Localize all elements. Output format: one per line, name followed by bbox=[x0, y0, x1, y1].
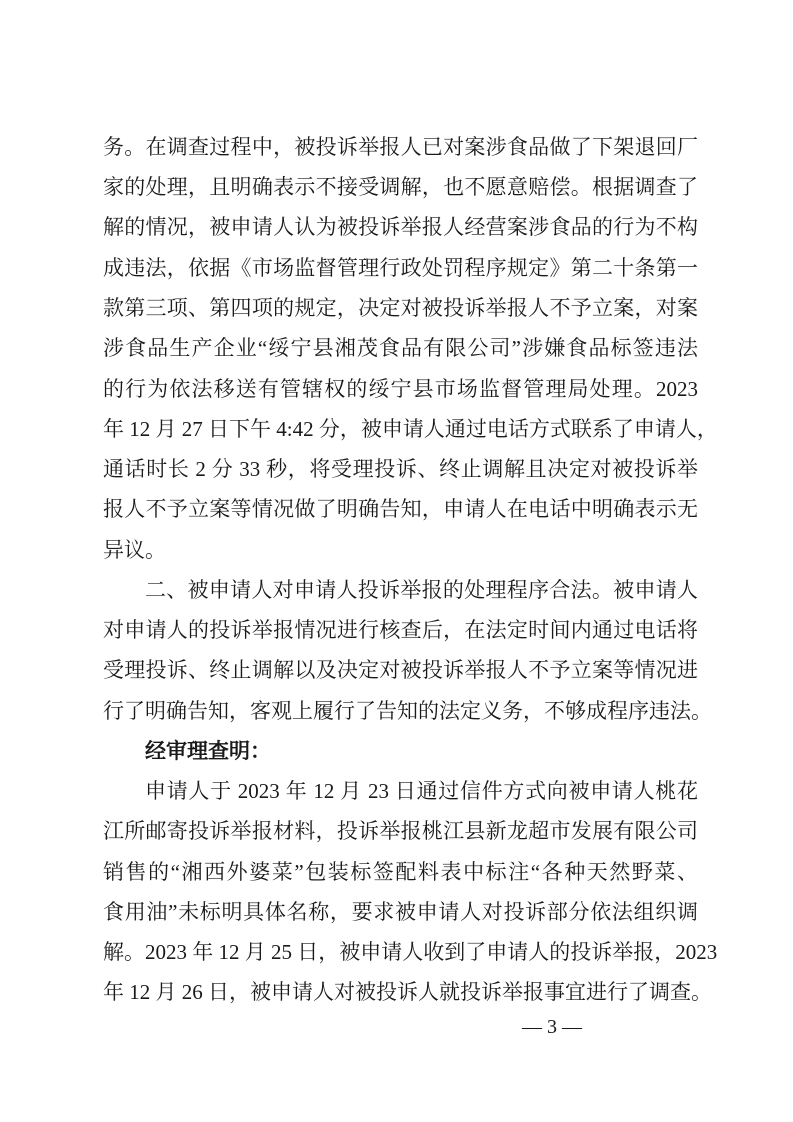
section-two-heading-line: 二、被申请人对申请人投诉举报的处理程序合法。被申请人 bbox=[145, 578, 698, 602]
body-text-line: 年 12 月 26 日，被申请人对被投诉人就投诉举报事宜进行了调查。 bbox=[103, 980, 712, 1004]
findings-heading: 经审理查明： bbox=[145, 739, 271, 763]
body-text-line: 解。2023 年 12 月 25 日，被申请人收到了申请人的投诉举报，2023 bbox=[103, 940, 718, 964]
body-text-line: 食用油”未标明具体名称，要求被申请人对投诉部分依法组织调 bbox=[103, 900, 698, 924]
body-text-line: 的行为依法移送有管辖权的绥宁县市场监督管理局处理。2023 bbox=[103, 377, 698, 401]
body-text-line: 报人不予立案等情况做了明确告知，申请人在电话中明确表示无 bbox=[103, 497, 698, 521]
body-text-line: 家的处理，且明确表示不接受调解，也不愿意赔偿。根据调查了 bbox=[103, 175, 698, 199]
body-text-line: 异议。 bbox=[103, 538, 166, 562]
body-text-line: 款第三项、第四项的规定，决定对被投诉举报人不予立案，对案 bbox=[103, 296, 698, 320]
body-text-line: 成违法，依据《市场监督管理行政处罚程序规定》第二十条第一 bbox=[103, 256, 698, 280]
body-text-line: 对申请人的投诉举报情况进行核查后，在法定时间内通过电话将 bbox=[103, 618, 698, 642]
body-text-line: 涉食品生产企业“绥宁县湘茂食品有限公司”涉嫌食品标签违法 bbox=[103, 336, 698, 360]
body-text-line: 年 12 月 27 日下午 4:42 分，被申请人通过电话方式联系了申请人， bbox=[103, 417, 718, 441]
body-text-line: 通话时长 2 分 33 秒，将受理投诉、终止调解且决定对被投诉举 bbox=[103, 457, 698, 481]
body-text-line: 销售的“湘西外婆菜”包装标签配料表中标注“各种天然野菜、 bbox=[103, 860, 698, 884]
body-text-line: 江所邮寄投诉举报材料，投诉举报桃江县新龙超市发展有限公司 bbox=[103, 819, 698, 843]
page-number: — 3 — bbox=[522, 1016, 582, 1038]
body-text-line: 务。在调查过程中，被投诉举报人已对案涉食品做了下架退回厂 bbox=[103, 135, 698, 159]
body-text-line: 行了明确告知，客观上履行了告知的法定义务，不够成程序违法。 bbox=[103, 699, 712, 723]
body-text-line: 受理投诉、终止调解以及决定对被投诉举报人不予立案等情况进 bbox=[103, 658, 698, 682]
body-text-line: 申请人于 2023 年 12 月 23 日通过信件方式向被申请人桃花 bbox=[145, 779, 698, 803]
body-text-line: 解的情况，被申请人认为被投诉举报人经营案涉食品的行为不构 bbox=[103, 215, 698, 239]
